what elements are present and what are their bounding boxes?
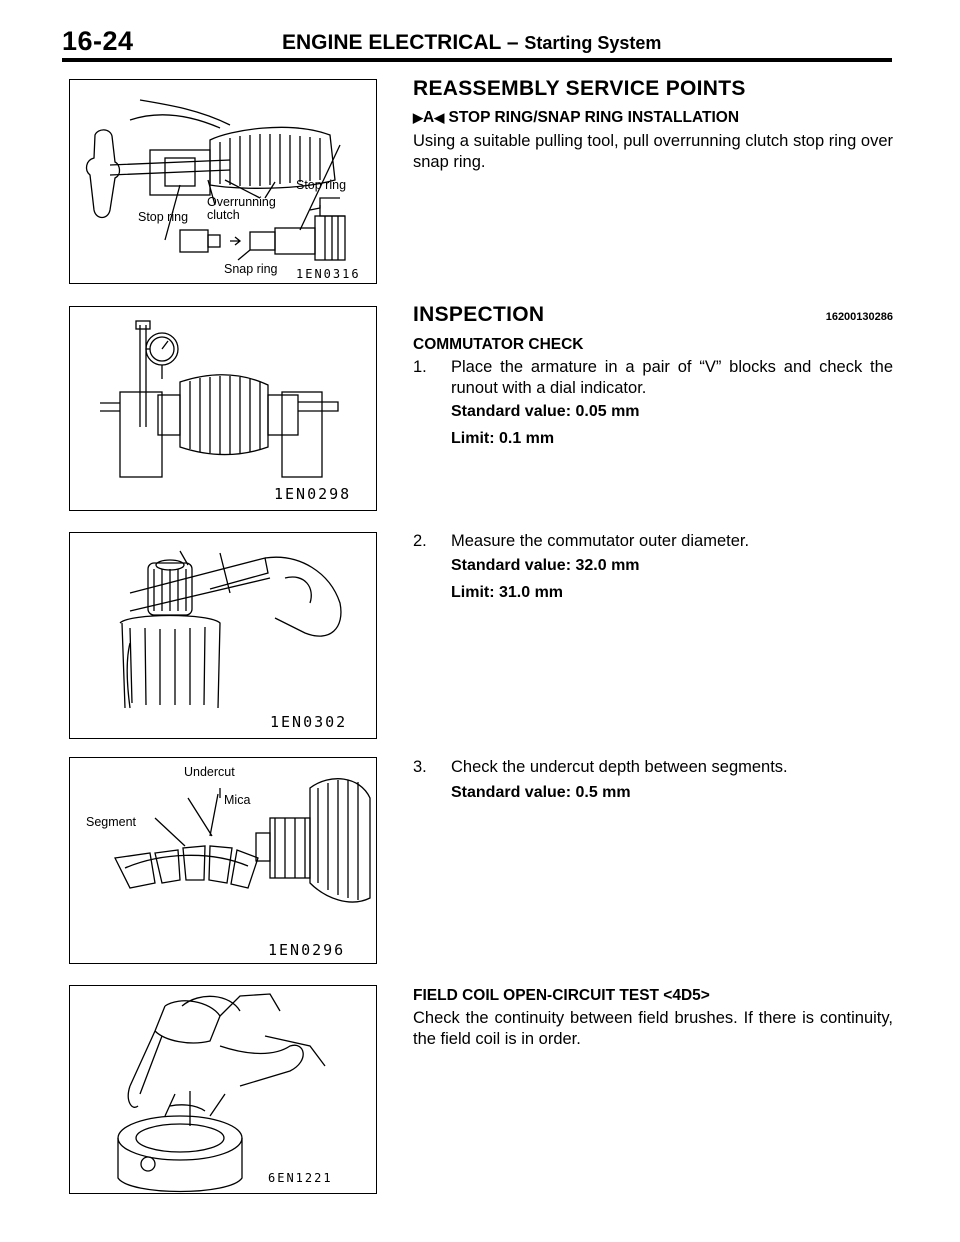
label-clutch: clutch — [207, 208, 240, 222]
step-3-number: 3. — [413, 758, 427, 776]
step-2-limit: Limit: 31.0 mm — [451, 584, 564, 601]
step-2 — [413, 531, 893, 552]
label-segment: Segment — [86, 815, 137, 829]
label-overrunning: Overrunning — [207, 195, 276, 209]
figure-code: 1EN0298 — [274, 485, 352, 503]
step-3-text: Check the undercut depth between segments. — [451, 758, 788, 776]
label-undercut: Undercut — [184, 765, 235, 779]
header-rule — [62, 58, 892, 62]
field-coil-body: Check the continuity between field brushes. If there is continuity, the field coil is in order. — [413, 1009, 893, 1048]
label-mica: Mica — [224, 793, 251, 807]
figure-code: 1EN0316 — [296, 267, 361, 281]
label-snap-ring: Snap ring — [224, 262, 278, 276]
chapter-title: ENGINE ELECTRICAL — [282, 31, 501, 54]
commutator-heading: COMMUTATOR CHECK — [413, 336, 584, 353]
title-dash: – — [506, 31, 519, 54]
inspection-ref-code: 16200130286 — [825, 311, 893, 323]
figure-code: 1EN0302 — [270, 713, 348, 731]
undercut-illustration — [70, 758, 377, 964]
field-coil-illustration — [70, 986, 377, 1194]
step-1 — [413, 357, 893, 399]
reassembly-heading: REASSEMBLY SERVICE POINTS — [413, 77, 746, 100]
step-1-text: Place the armature in a pair of “V” blocks and check the runout with a dial indicator. — [451, 358, 893, 397]
inspection-heading: INSPECTION — [413, 303, 545, 326]
step-1-standard: Standard value: 0.05 mm — [451, 403, 640, 420]
step-2-standard: Standard value: 32.0 mm — [451, 557, 640, 574]
back-arrow-icon: ◀ — [434, 110, 445, 125]
page-number: 16-24 — [62, 26, 134, 56]
figure-undercut-depth — [69, 757, 377, 964]
caliper-illustration — [70, 533, 377, 739]
figure-field-coil-test — [69, 985, 377, 1194]
figure-code: 6EN1221 — [268, 1171, 333, 1185]
step-3 — [413, 757, 893, 778]
subheading-text: STOP RING/SNAP RING INSTALLATION — [448, 109, 740, 126]
reassembly-body: Using a suitable pulling tool, pull overrunning clutch stop ring over snap ring. — [413, 132, 893, 171]
step-1-limit: Limit: 0.1 mm — [451, 430, 555, 447]
figure-code: 1EN0296 — [268, 941, 346, 959]
step-2-number: 2. — [413, 532, 427, 550]
section-subtitle: Starting System — [524, 33, 662, 53]
dial-indicator-illustration — [70, 307, 377, 511]
step-3-standard: Standard value: 0.5 mm — [451, 784, 631, 801]
field-coil-heading: FIELD COIL OPEN-CIRCUIT TEST <4D5> — [413, 987, 710, 1004]
figure-stop-ring-installation — [69, 79, 377, 284]
reassembly-subheading — [413, 107, 893, 128]
figure-commutator-diameter — [69, 532, 377, 739]
figure-commutator-runout — [69, 306, 377, 511]
step-1-number: 1. — [413, 358, 427, 376]
step-2-text: Measure the commutator outer diameter. — [451, 532, 750, 550]
label-stop-ring-right: Stop ring — [296, 178, 347, 192]
label-stop-ring-left: Stop ring — [138, 210, 189, 224]
play-arrow-icon: ▶ — [413, 110, 423, 125]
page-title — [282, 31, 661, 55]
subheading-marker: A — [423, 109, 435, 126]
